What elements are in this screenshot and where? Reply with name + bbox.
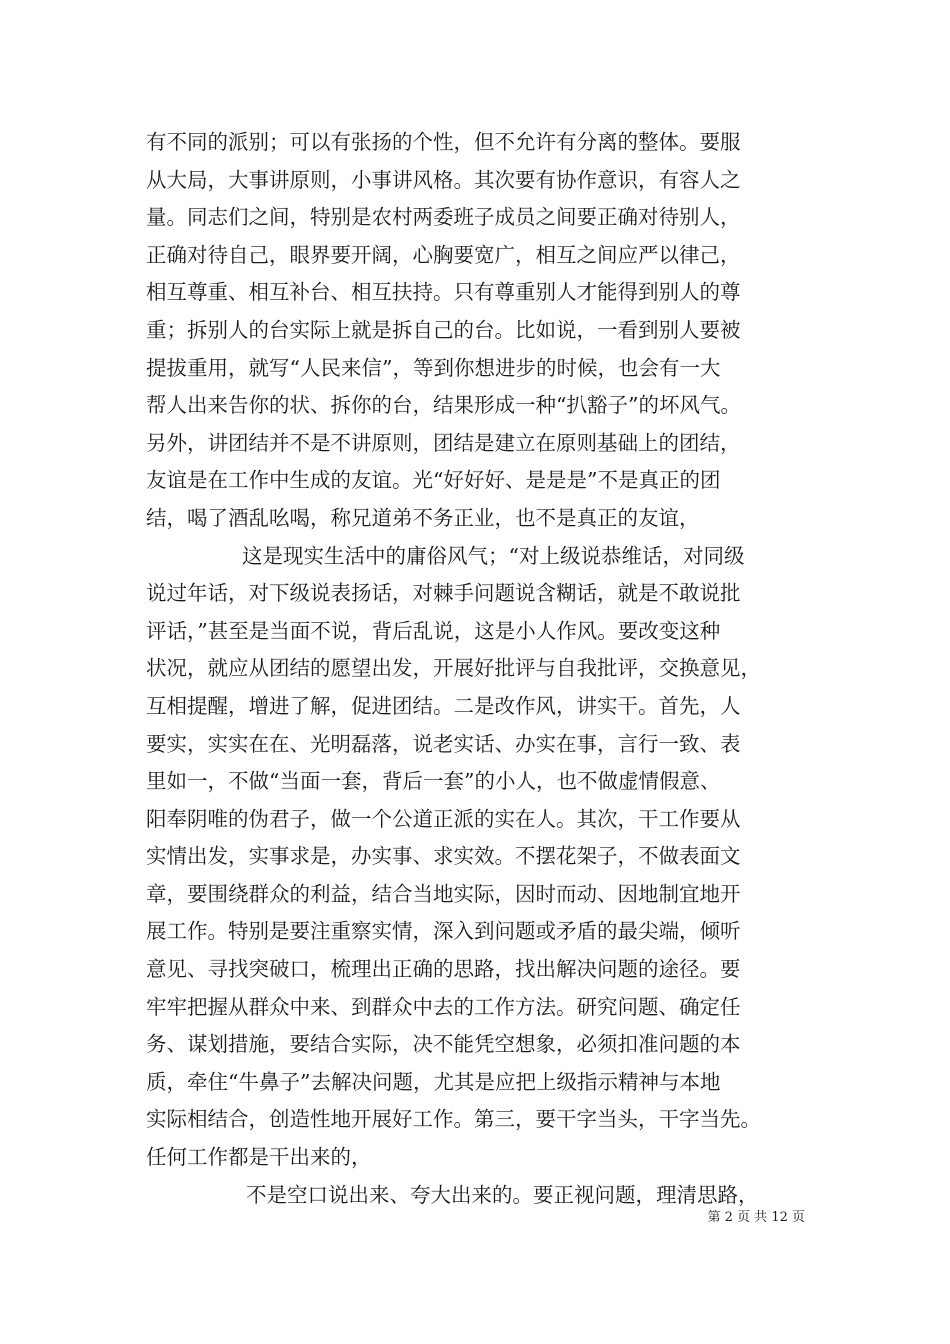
body-text xyxy=(146,124,826,1214)
text-line-3: 量。同志们之间，特别是农村两委班子成员之间要正确对待别人， xyxy=(146,205,741,230)
text-line-21: 章，要围绕群众的利益，结合当地实际，因时而动、因地制宜地开 xyxy=(146,881,741,906)
text-line-2: 从大局，大事讲原则，小事讲风格。其次要有协作意识，有容人之 xyxy=(146,167,741,192)
text-line-16: 互相提醒，增进了解，促进团结。二是改作风，讲实干。首先，人 xyxy=(146,693,741,718)
text-line-11: 结，喝了酒乱吆喝，称兄道弟不务正业，也不是真正的友谊， xyxy=(146,505,700,530)
text-line-4: 正确对待自己，眼界要开阔，心胸要宽广，相互之间应严以律己， xyxy=(146,242,741,267)
text-line-1: 有不同的派别；可以有张扬的个性，但不允许有分离的整体。要服 xyxy=(146,130,741,154)
text-line-28: 任何工作都是干出来的， xyxy=(146,1145,372,1170)
text-line-18: 里如一，不做“当面一套，背后一套”的小人，也不做虚情假意、 xyxy=(146,769,721,794)
text-line-24: 牢牢把握从群众中来、到群众中去的工作方法。研究问题、确定任 xyxy=(146,994,741,1019)
text-line-20: 实情出发，实事求是，办实事、求实效。不摆花架子，不做表面文 xyxy=(146,844,741,869)
text-line-25: 务、谋划措施，要结合实际，决不能凭空想象，必须扣准问题的本 xyxy=(146,1032,741,1057)
page-number-footer: 第 2 页 共 12 页 xyxy=(707,1210,805,1225)
text-line-17: 要实，实实在在、光明磊落，说老实话、办实在事，言行一致、表 xyxy=(146,731,741,756)
text-line-27: 实际相结合，创造性地开展好工作。第三，要干字当头，干字当先。 xyxy=(146,1107,761,1132)
text-line-23: 意见、寻找突破口，梳理出正确的思路，找出解决问题的途径。要 xyxy=(146,957,741,982)
text-line-10: 友谊是在工作中生成的友谊。光“好好好、是是是”不是真正的团 xyxy=(146,468,721,493)
text-line-13: 说过年话，对下级说表扬话，对棘手问题说含糊话，就是不敢说批 xyxy=(146,581,741,606)
text-line-5: 相互尊重、相互补台、相互扶持。只有尊重别人才能得到别人的尊 xyxy=(146,280,741,305)
text-line-8: 帮人出来告你的状、拆你的台，结果形成一种“扒豁子”的坏风气。 xyxy=(146,393,741,418)
text-line-7: 提拔重用，就写“人民来信”，等到你想进步的时候，也会有一大 xyxy=(146,355,721,380)
text-line-12: 这是现实生活中的庸俗风气；“对上级说恭维话，对同级 xyxy=(242,543,745,568)
text-line-19: 阳奉阴唯的伪君子，做一个公道正派的实在人。其次，干工作要从 xyxy=(146,806,741,831)
text-line-6: 重；拆别人的台实际上就是拆自己的台。比如说，一看到别人要被 xyxy=(146,317,741,342)
text-line-15: 状况，就应从团结的愿望出发，开展好批评与自我批评，交换意见， xyxy=(146,656,761,681)
text-line-29: 不是空口说出来、夸大出来的。要正视问题，理清思路， xyxy=(246,1182,759,1207)
text-line-14: 评话，”甚至是当面不说，背后乱说，这是小人作风。要改变这种 xyxy=(146,618,721,643)
text-line-26: 质，牵住“牛鼻子”去解决问题，尤其是应把上级指示精神与本地 xyxy=(146,1069,721,1094)
text-line-22: 展工作。特别是要注重察实情，深入到问题或矛盾的最尖端，倾听 xyxy=(146,919,741,944)
text-line-9: 另外，讲团结并不是不讲原则，团结是建立在原则基础上的团结， xyxy=(146,430,741,455)
